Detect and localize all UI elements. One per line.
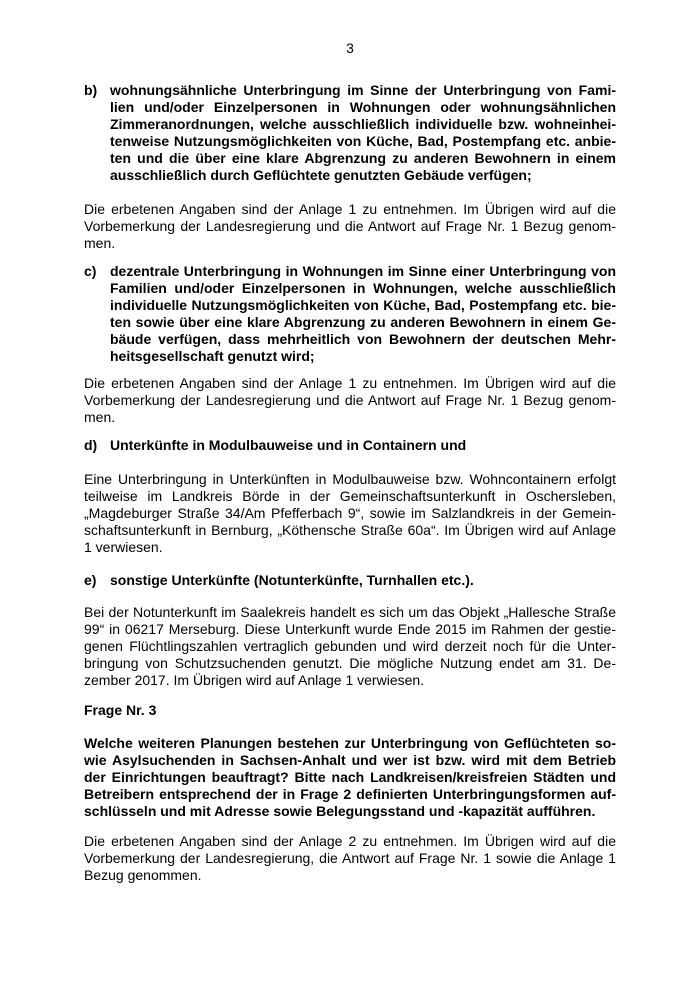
text-line: Familien und/oder Einzelpersonen in Wohnungen, welche ausschließlich [110, 280, 616, 296]
text-line: Vorbemerkung der Landesregierung, die Antwort auf Frage Nr. 1 sowie die Anlage 1 [84, 850, 616, 866]
text-line: bringung von Schutzsuchenden genutzt. Die mögliche Nutzung endet am 31. De- [84, 655, 616, 671]
text-line: teilweise im Landkreis Börde in der Gemeinschaftsunterkunft in Oschersleben, [84, 488, 616, 504]
page-number: 3 [346, 40, 354, 56]
text-line: wohnungsähnliche Unterbringung im Sinne der Unterbringung von Fami- [110, 82, 616, 98]
item-c [84, 263, 616, 365]
text-line: sonstige Unterkünfte (Notunterkünfte, Turnhallen etc.). [110, 572, 474, 588]
text-line: Bei der Notunterkunft im Saalekreis handelt es sich um das Objekt „Hallesche Straße [84, 604, 616, 620]
answer-b [84, 201, 616, 252]
question-heading [84, 702, 616, 719]
text-line: men. [84, 235, 116, 251]
item-d [84, 437, 616, 454]
item-c-text [110, 263, 616, 365]
text-line: Vorbemerkung der Landesregierung und die Antwort auf Frage Nr. 1 Bezug genom- [84, 392, 616, 408]
answer-3 [84, 833, 616, 884]
item-b-text [110, 82, 616, 184]
text-line: dezentrale Unterbringung in Wohnungen im Sinne einer Unterbringung von [110, 263, 616, 279]
text-line: zember 2017. Im Übrigen wird auf Anlage 1 verwiesen. [84, 672, 425, 688]
answer-e [84, 604, 616, 689]
text-line: individuelle Nutzungsmöglichkeiten von Küche, Bad, Postempfang etc. bie- [110, 297, 616, 313]
text-line: Die erbetenen Angaben sind der Anlage 1 zu entnehmen. Im Übrigen wird auf die [84, 375, 616, 391]
text-line: wie Asylsuchenden in Sachsen-Anhalt und wer ist bzw. wird mit dem Betrieb [84, 752, 616, 768]
item-e [84, 572, 616, 589]
text-line: ten und die über eine klare Abgrenzung zu anderen Bewohnern in einem [110, 150, 616, 166]
text-line: men. [84, 409, 116, 425]
text-line: ausschließlich durch Geflüchtete genutzten Gebäude verfügen; [110, 167, 532, 183]
item-d-text [110, 437, 616, 454]
item-c-label: c) [84, 263, 97, 279]
item-b-label: b) [84, 82, 98, 98]
answer-d [84, 471, 616, 556]
answer-c [84, 375, 616, 426]
text-line: „Magdeburger Straße 34/Am Pfefferbach 9“, sowie im Salzlandkreis in der Gemein- [84, 505, 616, 521]
text-line: schlüsseln und mit Adresse sowie Belegungsstand und -kapazität aufführen. [84, 803, 596, 819]
text-line: Bezug genommen. [84, 867, 202, 883]
item-b [84, 82, 616, 184]
text-line: schaftsunterkunft in Bernburg, „Köthensche Straße 60a“. Im Übrigen wird auf Anlage [84, 522, 616, 538]
text-line: Welche weiteren Planungen bestehen zur Unterbringung von Geflüchteten so- [84, 735, 616, 751]
text-line: Frage Nr. 3 [84, 702, 157, 718]
item-e-label: e) [84, 572, 97, 588]
question-3-text [84, 735, 616, 820]
text-line: lien und/oder Einzelpersonen in Wohnungen oder wohnungsähnlichen [110, 99, 616, 115]
text-line: Die erbetenen Angaben sind der Anlage 2 zu entnehmen. Im Übrigen wird auf die [84, 833, 616, 849]
item-e-text [110, 572, 616, 589]
text-line: Eine Unterbringung in Unterkünften in Modulbauweise bzw. Wohncontainern erfolgt [84, 471, 616, 487]
text-line: ten sowie über eine klare Abgrenzung zu anderen Bewohnern in einem Ge- [110, 314, 616, 330]
text-line: Zimmeranordnungen, welche ausschließlich individuelle bzw. wohneinhei- [110, 116, 616, 132]
text-line: der Einrichtungen beauftragt? Bitte nach Landkreisen/kreisfreien Städten und [84, 769, 616, 785]
text-line: bäude verfügen, dass mehrheitlich von Bewohnern der deutschen Mehr- [110, 331, 616, 347]
text-line: Betreibern entsprechend der in Frage 2 definierten Unterbringungsformen auf- [84, 786, 616, 802]
text-line: heitsgesellschaft genutzt wird; [110, 348, 315, 364]
text-line: tenweise Nutzungsmöglichkeiten von Küche, Bad, Postempfang etc. anbie- [110, 133, 616, 149]
text-line: 99“ in 06217 Merseburg. Diese Unterkunft wurde Ende 2015 im Rahmen der gestie- [84, 621, 616, 637]
item-d-label: d) [84, 437, 98, 453]
text-line: Unterkünfte in Modulbauweise und in Containern und [110, 437, 467, 453]
text-line: Die erbetenen Angaben sind der Anlage 1 zu entnehmen. Im Übrigen wird auf die [84, 201, 616, 217]
text-line: Vorbemerkung der Landesregierung und die Antwort auf Frage Nr. 1 Bezug genom- [84, 218, 616, 234]
text-line: 1 verwiesen. [84, 539, 163, 555]
text-line: genen Flüchtlingszahlen vertraglich gebunden und wird derzeit noch für die Unter- [84, 638, 616, 654]
